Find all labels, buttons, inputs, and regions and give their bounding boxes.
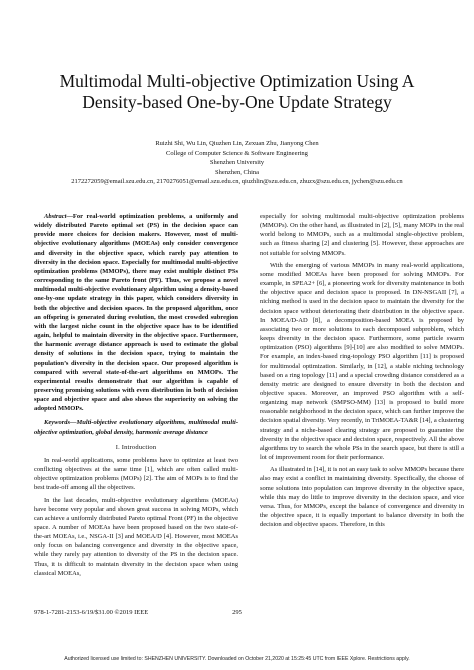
abstract-text: —For real-world optimization problems, a uniformly and widely distributed Pareto optimal set (PS) in the decision space can provide more choices for decision makers. However, most of multi-objective evolutionary algorithms (MOEAs) only consider convergence and diversity in the objective space, which rarely pay attention to diversity in the decision space. Especially for multimodal multi-objective optimization problems (MMOPs), there may exist multiple distinct PSs corresponding to the same Pareto front (PF). Thus, we propose a novel multimodal multi-objective evolutionary algorithm using a density-based one-by-one update strategy in this paper, which considers diversity in both the objective and decision spaces. In the proposed algorithm, once an offspring is generated during evolution, the most crowded subregion with the largest niche count in the objective space has to be identified again, helpful to maintain diversity in the objective space. Furthermore, the harmonic average distance approach is used to estimate the global density of solutions in the decision space, trying to maintain the population’s diversity in the decision space. Our proposed algorithm is compared with several state-of-the-art algorithms on MMOPs. The experimental results demonstrate that our algorithm is capable of preserving promising solutions with even distribution in both of decision space and objective space and also shows the superiority on solving the adopted MMOPs. — [34, 213, 238, 413]
keywords — [34, 418, 238, 436]
title-line-1: Multimodal Multi-objective Optimization Using A — [59, 71, 415, 91]
author-names: Ruizhi Shi, Wu Lin, Qiuzhen Lin, Zexuan Zhu, Jianyong Chen — [155, 140, 319, 147]
intro-paragraph-2: In the last decades, multi-objective evolutionary algorithms (MOEAs) have become very popular and shown great success in solving MOPs, which can achieve a uniformly distributed Pareto optimal Front (PF) in the objective space. A number of MOEAs have been proposed based on the two state-of-the-art MOEAs, i.e., NSGA-II [3] and MOEA/D [4]. However, most MOEAs only focus on balancing convergence and diversity in the objective space, while they rarely pay attention to diversity of the PS in the decision space. Thus, it is difficult to maintain diversity in the decision space when using classical MOEAs, — [34, 496, 238, 577]
page-number: 295 — [232, 609, 242, 616]
right-paragraph-1: especially for solving multimodal multi-objective optimization problems (MMOPs). On the other hand, as illustrated in [2], [5], many MOPs in the real world belong to MMOPs, such as a multimodal single-objective problem, such as fitness sharing [2] and clustering [5]. However, these approaches are not suitable for solving MMOPs. — [260, 213, 464, 257]
intro-paragraph-1: In real-world applications, some problems have to optimize at least two conflicting objectives at the same time [1], which are often called multi-objective optimization problems (MOPs) [2]. The aim of MOPs is to find the best trade-off among all the objectives. — [34, 456, 238, 492]
author-emails: 2172272059@email.szu.edu.cn, 2170276051@email.szu.edu.cn, qiuzhlin@szu.edu.cn, zhuzx@szu.edu.cn, jychen@szu.edu.cn — [71, 178, 403, 186]
author-block — [20, 139, 454, 187]
left-column — [34, 212, 238, 581]
location: Shenzhen, China — [214, 168, 260, 176]
abstract-label: Abstract — [44, 213, 67, 220]
license-notice: Authorized licensed use limited to: SHENZHEN UNIVERSITY. Downloaded on October 21,2020 at 15:25:45 UTC from IEEE Xplore. Restrictions apply. — [64, 656, 410, 662]
paper-title — [30, 71, 444, 113]
section-heading-introduction: I. Introduction — [115, 443, 157, 451]
keywords-label: Keywords — [44, 419, 70, 427]
abstract — [34, 212, 238, 413]
right-column — [260, 212, 464, 532]
right-paragraph-2: With the emerging of various MMOPs in many real-world applications, some modified MOEAs have been proposed for solving MMOPs. For example, in SPEA2+ [6], a pioneering work for diversity maintenance in both the objective space and decision space is proposed. In DN-NSGAII [7], a niching method is used in the decision space to maintain the diversity for the decision space without deteriorating their distribution in the objective space. In MOEA/D-AD [8], a decomposition-based MOEA is proposed by associating two or more solutions to each decomposed subproblem, which keeps diversity in the decision space. Furthermore, some particle swarm optimization (PSO) algorithms [9]-[10] are also modified to solve MMOPs. For example, an index-based ring-topology PSO algorithm [11] is proposed for multimodal optimization. Similarly, in [12], a stable niching technology based on a ring topology [11] and a special crowding distance considered as a density metric are designed to ensure diversity in both the decision and objective spaces. Moreover, an improved PSO algorithm with a self-organizing map network (SMPSO-MM) [13] is proposed to build more reasonable neighborhood in the decision space, which can further improve the decision spatial diversity. Very recently, in TriMOEA-TA&R [14], a clustering strategy and a niche-based clearing strategy are proposed to guarantee the diversity in the objective space and decision space, respectively. All the above algorithms try to search the whole PSs in the search space, but there is still a lot of improvement room for their performance. — [260, 261, 464, 462]
title-line-2: Density-based One-by-One Update Strategy — [82, 92, 392, 112]
isbn-copyright: 978-1-7281-2153-6/19/$31.00 ©2019 IEEE — [34, 609, 149, 616]
right-paragraph-3: As illustrated in [14], it is not an easy task to solve MMOPs because there also may exist a conflict in maintaining diversity. Specifically, the choose of some solutions into population can improve diversity in the objective space, while this may do little to improve diversity in the decision space, and vice versa. Thus, for MMOPs, except the balance of convergence and diversity in the objective space, it is equally important to balance diversity in both the decision and objective spaces. Therefore, in this — [260, 466, 464, 529]
university: Shenzhen University — [209, 159, 265, 167]
affiliation: College of Computer Science & Software Engineering — [166, 149, 308, 157]
keywords-text: —Multi-objective evolutionary algorithms, multimodal multi-objective optimization, global density, harmonic average distance — [34, 419, 238, 436]
